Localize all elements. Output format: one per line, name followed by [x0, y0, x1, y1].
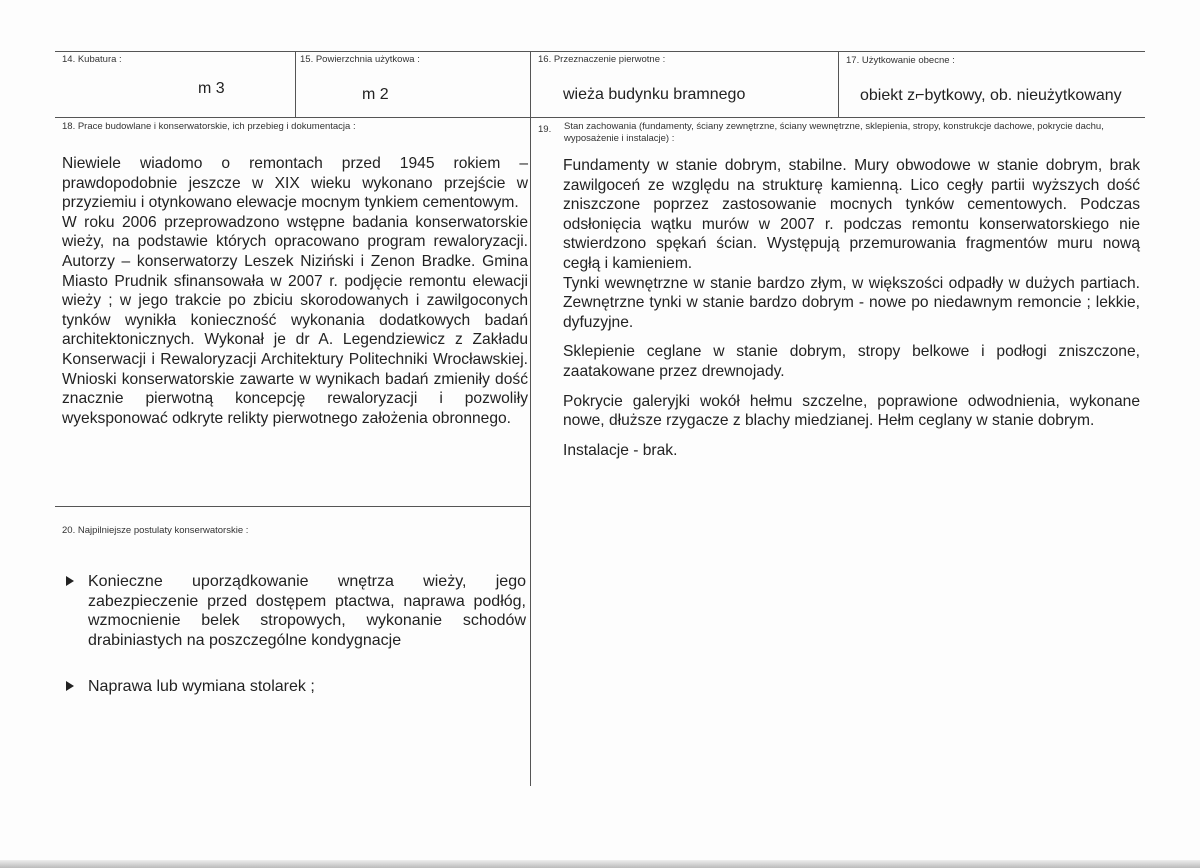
field-14-label: 14. Kubatura :: [62, 54, 122, 65]
list-item-text: Konieczne uporządkowanie wnętrza wieży, jego zabezpieczenie przed dostępem ptactwa, naprawa podłóg, wzmocnienie belek stropowych, wykonanie schodów drabiniastych na poszczególne kondygnacje: [88, 573, 526, 649]
table-top-border: [55, 51, 1145, 52]
column-divider: [295, 51, 296, 117]
row-divider: [55, 117, 1145, 118]
field-16-label: 16. Przeznaczenie pierwotne :: [538, 54, 666, 65]
paragraph: W roku 2006 przeprowadzono wstępne badania konserwatorskie wieży, na podstawie których opracowano program rewaloryzacji. Autorzy – konserwatorzy Leszek Niziński i Zenon Bradke. Gmina Miasto Prudnik sfinansowała w 2007 r. podjęcie remontu elewacji wieży ; w jego trakcie po zbiciu skorodowanych i zawilgoconych tynków wynikła konieczność wykonania dodatkowych badań architektonicznych. Wykonał je dr A. Legendziewicz z Zakładu Konserwacji i Rewaloryzacji Architektury Politechniki Wrocławskiej. Wnioski konserwatorskie zawarte w wynikach badań zmieniły dość znacznie pierwotną koncepcję rewaloryzacji i pozwoliły wyeksponować odkryte relikty pierwotnego założenia obronnego.: [62, 213, 528, 427]
section-18-text: [62, 154, 528, 428]
paragraph: Fundamenty w stanie dobrym, stabilne. Mury obwodowe w stanie dobrym, brak zawilgoceń ze względu na strukturę kamienną. Lico cegły partii wyższych dość zniszczone poprzez zastosowanie mocnych tynków cementowych. Podczas odsłonięcia wątku murów w 2007 r. podczas remontu konserwatorskiego nie stwierdzono spękań ścian. Występują przemurowania fragmentów muru nową cegłą i kamieniem.: [563, 157, 1140, 272]
section-19-text: [563, 156, 1140, 460]
bullet-triangle-icon: [66, 576, 74, 586]
section-20-label: 20. Najpilniejsze postulaty konserwatorskie :: [62, 525, 249, 536]
paragraph: Niewiele wiadomo o remontach przed 1945 rokiem – prawdopodobnie jeszcze w XIX wieku wykonano przejście w przyziemiu i otynkowano elewacje mocnym tynkiem cementowym.: [62, 155, 528, 212]
field-15-value: m 2: [362, 86, 389, 103]
paragraph: Sklepienie ceglane w stanie dobrym, stropy belkowe i podłogi zniszczone, zaatakowane przez drewnojady.: [563, 343, 1140, 380]
section-19-label: Stan zachowania (fundamenty, ściany zewnętrzne, ściany wewnętrzne, sklepienia, stropy, konstrukcje dachowe, pokrycie dachu, wyposażenie i instalacje) :: [564, 121, 1104, 144]
column-divider: [530, 51, 531, 786]
field-17-label: 17. Użytkowanie obecne :: [846, 55, 955, 66]
field-16-value: wieża budynku bramnego: [563, 86, 746, 103]
field-15-label: 15. Powierzchnia użytkowa :: [300, 54, 420, 65]
list-item-text: Naprawa lub wymiana stolarek ;: [88, 678, 315, 695]
field-14-value: m 3: [198, 80, 225, 97]
section-18-label: 18. Prace budowlane i konserwatorskie, ich przebieg i dokumentacja :: [62, 121, 356, 132]
list-item: [88, 572, 526, 650]
column-divider: [838, 51, 839, 117]
list-item: [88, 677, 526, 697]
scan-edge-shadow: [0, 860, 1200, 868]
paragraph: Pokrycie galeryjki wokół hełmu szczelne, poprawione odwodnienia, wykonane nowe, dłuższe rzygacze z blachy miedzianej. Hełm ceglany w stanie dobrym.: [563, 392, 1140, 430]
section-19-number: 19.: [538, 124, 552, 135]
field-17-value: obiekt z⌐bytkowy, ob. nieużytkowany: [860, 87, 1122, 104]
paragraph: Tynki wewnętrzne w stanie bardzo złym, w większości odpadły w dużych partiach. Zewnętrzne tynki w stanie bardzo dobrym - nowe po niedawnym remoncie ; lekkie, dyfuzyjne.: [563, 274, 1140, 331]
bullet-triangle-icon: [66, 681, 74, 691]
paragraph: Instalacje - brak.: [563, 441, 678, 459]
row-divider: [55, 506, 530, 507]
